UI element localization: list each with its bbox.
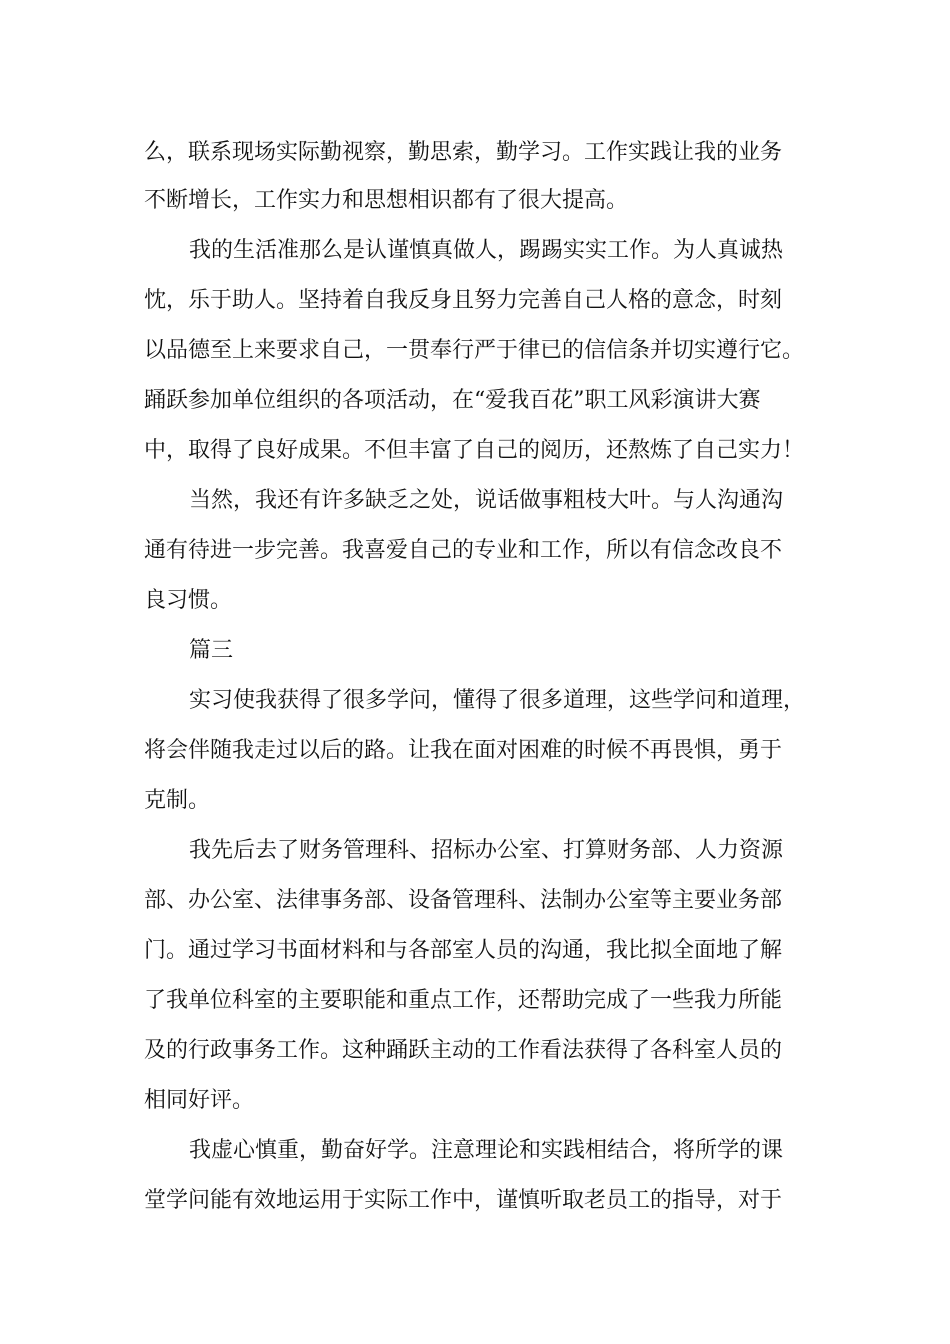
text-line: 么，联系现场实际勤视察，勤思索，勤学习。工作实践让我的业务 (144, 140, 783, 165)
paragraph-start-line: 我的生活准那么是认谨慎真做人，踢踢实实工作。为人真诚热 (189, 238, 784, 263)
section-heading: 篇三 (189, 638, 234, 663)
paragraph-start-line: 当然，我还有许多缺乏之处，说话做事粗枝大叶。与人沟通沟 (189, 488, 784, 513)
text-line: 良习惯。 (144, 588, 233, 613)
text-line: 及的行政事务工作。这种踊跃主动的工作看法获得了各科室人员的 (144, 1038, 783, 1063)
text-line: 踊跃参加单位组织的各项活动，在“爱我百花”职工风彩演讲大赛 (144, 388, 761, 413)
text-line: 忱，乐于助人。坚持着自我反身且努力完善自己人格的意念，时刻 (144, 288, 783, 313)
text-line: 门。通过学习书面材料和与各部室人员的沟通，我比拟全面地了解 (144, 938, 783, 963)
paragraph-start-line: 实习使我获得了很多学问，懂得了很多道理，这些学问和道理， (189, 688, 806, 713)
text-line: 克制。 (144, 788, 211, 813)
paragraph-start-line: 我虚心慎重，勤奋好学。注意理论和实践相结合，将所学的课 (189, 1138, 784, 1163)
text-line: 相同好评。 (144, 1088, 255, 1113)
text-line: 堂学问能有效地运用于实际工作中，谨慎听取老员工的指导，对于 (144, 1188, 783, 1213)
paragraph-start-line: 我先后去了财务管理科、招标办公室、打算财务部、人力资源 (189, 838, 784, 863)
text-line: 中，取得了良好成果。不但丰富了自己的阅历，还熬炼了自己实力！ (144, 438, 805, 463)
text-line: 部、办公室、法律事务部、设备管理科、法制办公室等主要业务部 (144, 888, 783, 913)
text-line: 通有待进一步完善。我喜爱自己的专业和工作，所以有信念改良不 (144, 538, 783, 563)
text-line: 以品德至上来要求自己，一贯奉行严于律已的信信条并切实遵行它。 (144, 338, 805, 363)
text-line: 不断增长，工作实力和思想相识都有了很大提高。 (144, 188, 629, 213)
text-line: 将会伴随我走过以后的路。让我在面对困难的时候不再畏惧，勇于 (144, 738, 783, 763)
text-line: 了我单位科室的主要职能和重点工作，还帮助完成了一些我力所能 (144, 988, 783, 1013)
